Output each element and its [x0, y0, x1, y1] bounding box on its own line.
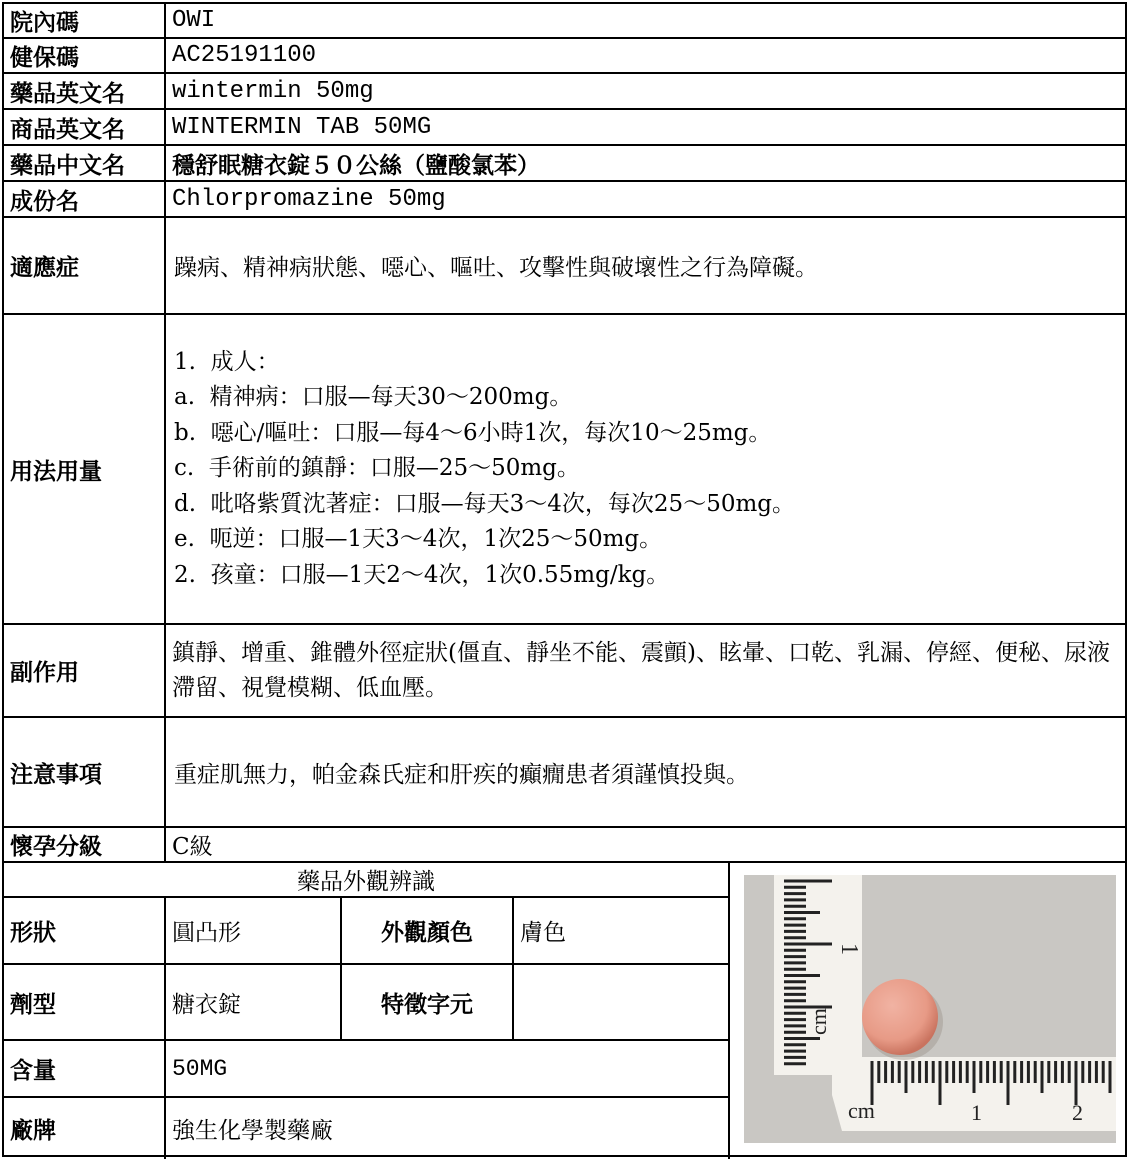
ruler-v-unit: cm	[806, 1008, 831, 1035]
row-indication	[4, 218, 1125, 315]
vertical-ruler	[774, 875, 862, 1075]
label-cautions: 注意事項	[4, 718, 166, 826]
appearance-title: 藥品外觀辨識	[4, 863, 730, 898]
value-manufacturer: 強生化學製藥廠	[166, 1098, 730, 1159]
row-hospital-code	[4, 4, 1125, 39]
row-pregnancy-category	[4, 828, 1125, 863]
appearance-section	[4, 863, 730, 1155]
dosage-line: 2. 孩童：口服—1天2～4次，1次0.55mg/kg。	[174, 561, 670, 588]
pill-photo	[744, 875, 1116, 1143]
label-pregnancy-category: 懷孕分級	[4, 828, 166, 861]
ruler-v-label: 1	[836, 943, 862, 955]
label-ingredient: 成份名	[4, 182, 166, 216]
pill-photo-cell	[732, 863, 1125, 1155]
value-pregnancy-category: C級	[172, 834, 213, 860]
value-hospital-code: OWI	[172, 7, 216, 34]
value-shape: 圓凸形	[166, 898, 342, 965]
label-nhi-code: 健保碼	[4, 39, 166, 72]
value-strength: 50MG	[166, 1041, 730, 1098]
ruler-h-tick-1: 1	[971, 1100, 982, 1125]
label-dosage-form: 劑型	[4, 965, 166, 1041]
label-drug-chinese-name: 藥品中文名	[4, 146, 166, 180]
ruler-h-tick-2: 2	[1072, 1100, 1083, 1125]
dosage-line: b. 噁心/嘔吐：口服—每4～6小時1次，每次10～25mg。	[174, 419, 772, 446]
value-ingredient: Chlorpromazine 50mg	[172, 185, 446, 213]
row-cautions	[4, 718, 1125, 828]
dosage-line: c. 手術前的鎮靜：口服—25～50mg。	[174, 455, 580, 482]
label-drug-english-name: 藥品英文名	[4, 74, 166, 108]
label-color: 外觀顏色	[342, 898, 514, 965]
value-color: 膚色	[514, 898, 730, 965]
dosage-line: a. 精神病：口服—每天30～200mg。	[174, 384, 573, 411]
label-dosage: 用法用量	[4, 315, 166, 623]
value-drug-chinese-name: 穩舒眠糖衣錠５０公絲（鹽酸氯苯）	[172, 151, 540, 179]
label-strength: 含量	[4, 1041, 166, 1098]
dosage-line: 1. 成人：	[174, 348, 280, 375]
label-hospital-code: 院內碼	[4, 4, 166, 37]
label-indication: 適應症	[4, 218, 166, 313]
horizontal-ruler	[832, 1057, 1116, 1131]
row-dosage	[4, 315, 1125, 625]
drug-info-sheet	[2, 2, 1127, 1157]
ruler-h-unit: cm	[848, 1098, 875, 1123]
value-nhi-code: AC25191100	[172, 42, 317, 69]
row-side-effects	[4, 625, 1125, 718]
value-trade-english-name: WINTERMIN TAB 50MG	[172, 113, 432, 141]
dosage-list	[166, 315, 1125, 623]
label-shape: 形狀	[4, 898, 166, 965]
value-cautions: 重症肌無力，帕金森氏症和肝疾的癲癇患者須謹慎投與。	[174, 761, 749, 788]
row-drug-english-name	[4, 74, 1125, 110]
dosage-line: e. 呃逆：口服—1天3～4次，1次25～50mg。	[174, 526, 663, 553]
label-manufacturer: 廠牌	[4, 1098, 166, 1159]
label-marking: 特徵字元	[342, 965, 514, 1041]
row-drug-chinese-name	[4, 146, 1125, 182]
row-ingredient	[4, 182, 1125, 218]
label-trade-english-name: 商品英文名	[4, 110, 166, 144]
value-indication: 躁病、精神病狀態、噁心、嘔吐、攻擊性與破壞性之行為障礙。	[174, 255, 818, 281]
pill-photo-illustration	[744, 875, 1116, 1143]
row-trade-english-name	[4, 110, 1125, 146]
value-marking	[514, 965, 730, 1041]
pill-tablet	[862, 979, 938, 1055]
value-side-effects: 鎮靜、增重、錐體外徑症狀(僵直、靜坐不能、震顫)、眩暈、口乾、乳漏、停經、便秘、尿液滯留、視覺模糊、低血壓。	[172, 639, 1110, 701]
dosage-line: d. 吡咯紫質沈著症：口服—每天3～4次，每次25～50mg。	[174, 490, 795, 517]
value-drug-english-name: wintermin 50mg	[172, 77, 374, 105]
value-dosage-form: 糖衣錠	[166, 965, 342, 1041]
label-side-effects: 副作用	[4, 625, 166, 716]
row-nhi-code	[4, 39, 1125, 74]
